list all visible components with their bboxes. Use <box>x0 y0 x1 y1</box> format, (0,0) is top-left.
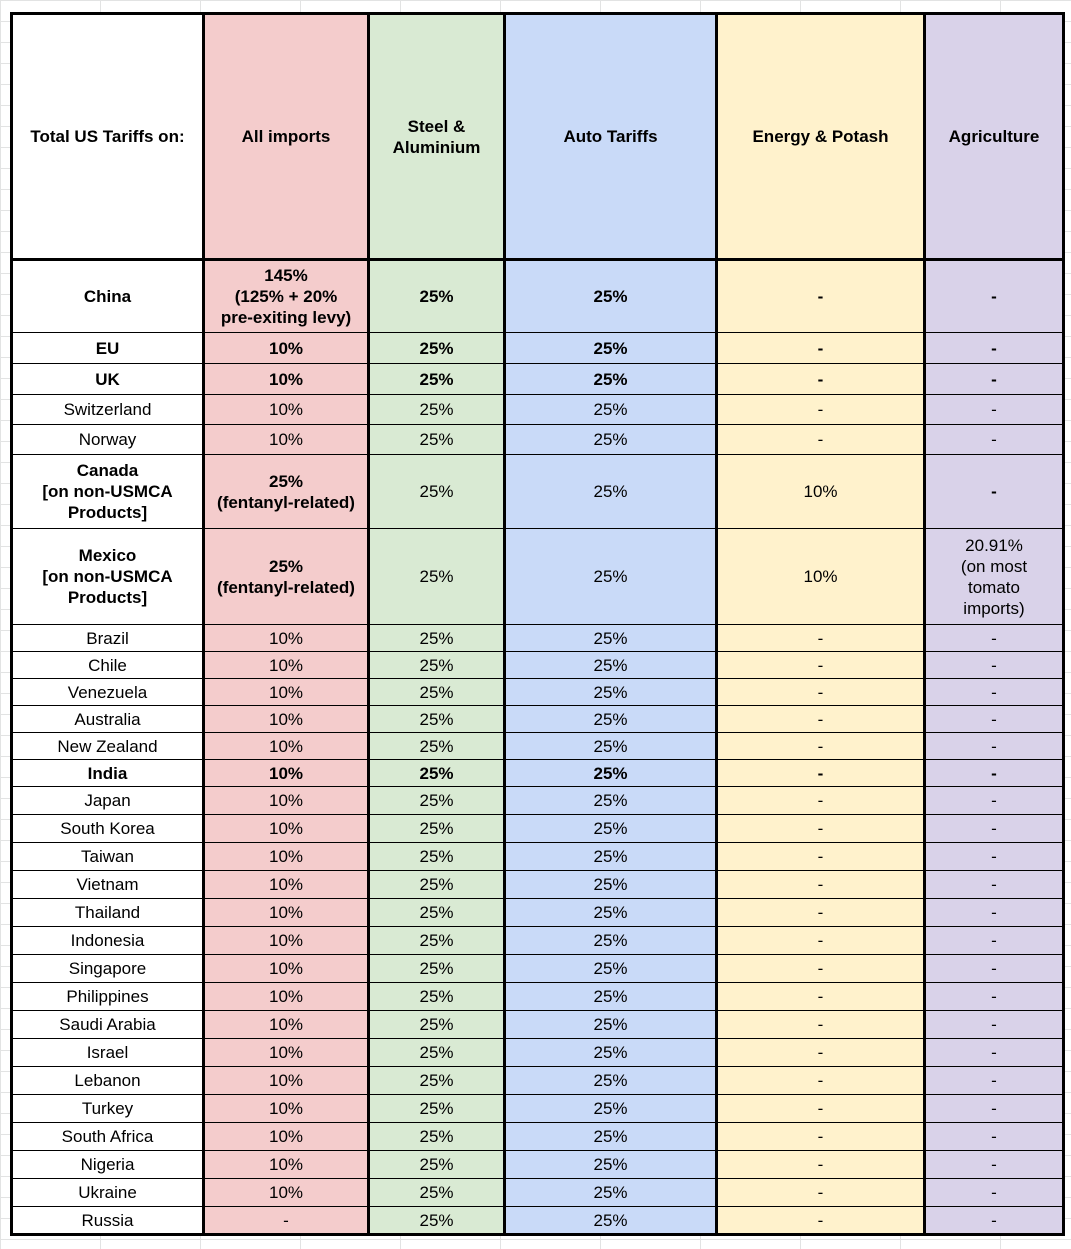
auto-cell[interactable]: 25% <box>505 927 717 955</box>
all-imports-cell[interactable]: 10% <box>204 983 369 1011</box>
agriculture-cell[interactable]: - <box>925 871 1064 899</box>
energy-cell[interactable]: - <box>717 1123 925 1151</box>
table-row <box>12 733 1064 760</box>
table-row <box>12 425 1064 455</box>
all-imports-cell[interactable]: 10% <box>204 871 369 899</box>
agriculture-cell[interactable]: - <box>925 787 1064 815</box>
all-imports-cell[interactable]: 10% <box>204 899 369 927</box>
auto-cell[interactable]: 25% <box>505 733 717 760</box>
steel-cell[interactable]: 25% <box>369 983 505 1011</box>
table-row <box>12 927 1064 955</box>
agriculture-cell[interactable]: - <box>925 927 1064 955</box>
all-imports-cell[interactable]: 25% (fentanyl-related) <box>204 455 369 529</box>
table-row <box>12 1179 1064 1207</box>
steel-cell[interactable]: 25% <box>369 1207 505 1235</box>
energy-cell[interactable]: - <box>717 1011 925 1039</box>
header-all-imports[interactable]: All imports <box>204 14 369 260</box>
country-cell[interactable]: UK <box>12 364 204 395</box>
all-imports-cell[interactable]: 10% <box>204 425 369 455</box>
auto-cell[interactable]: 25% <box>505 983 717 1011</box>
agriculture-cell[interactable]: - <box>925 1123 1064 1151</box>
auto-cell[interactable]: 25% <box>505 899 717 927</box>
all-imports-cell[interactable]: 10% <box>204 927 369 955</box>
table-row <box>12 364 1064 395</box>
country-cell[interactable]: Lebanon <box>12 1067 204 1095</box>
all-imports-cell[interactable]: 10% <box>204 787 369 815</box>
country-cell[interactable]: Philippines <box>12 983 204 1011</box>
all-imports-cell[interactable]: 145% (125% + 20% pre-exiting levy) <box>204 260 369 333</box>
table-row <box>12 1095 1064 1123</box>
table-row <box>12 1039 1064 1067</box>
energy-cell[interactable]: - <box>717 787 925 815</box>
steel-cell[interactable]: 25% <box>369 1011 505 1039</box>
all-imports-cell[interactable]: 10% <box>204 625 369 652</box>
agriculture-cell[interactable]: - <box>925 843 1064 871</box>
all-imports-cell[interactable]: 10% <box>204 395 369 425</box>
energy-cell[interactable]: - <box>717 1151 925 1179</box>
country-cell[interactable]: South Africa <box>12 1123 204 1151</box>
header-energy-potash[interactable]: Energy & Potash <box>717 14 925 260</box>
all-imports-cell[interactable]: 10% <box>204 955 369 983</box>
header-auto-tariffs[interactable]: Auto Tariffs <box>505 14 717 260</box>
steel-cell[interactable]: 25% <box>369 871 505 899</box>
country-cell[interactable]: Russia <box>12 1207 204 1235</box>
all-imports-cell[interactable]: 10% <box>204 333 369 364</box>
header-label-cell[interactable]: Total US Tariffs on: <box>12 14 204 260</box>
energy-cell[interactable]: - <box>717 1179 925 1207</box>
table-row <box>12 899 1064 927</box>
auto-cell[interactable]: 25% <box>505 395 717 425</box>
steel-cell[interactable]: 25% <box>369 733 505 760</box>
steel-cell[interactable]: 25% <box>369 260 505 333</box>
agriculture-cell[interactable]: - <box>925 625 1064 652</box>
agriculture-cell[interactable]: - <box>925 733 1064 760</box>
all-imports-cell[interactable]: 10% <box>204 1095 369 1123</box>
energy-cell[interactable]: - <box>717 425 925 455</box>
auto-cell[interactable]: 25% <box>505 679 717 706</box>
agriculture-cell[interactable]: - <box>925 364 1064 395</box>
table-row <box>12 1123 1064 1151</box>
steel-cell[interactable]: 25% <box>369 1123 505 1151</box>
agriculture-cell[interactable]: - <box>925 1151 1064 1179</box>
steel-cell[interactable]: 25% <box>369 899 505 927</box>
auto-cell[interactable]: 25% <box>505 787 717 815</box>
agriculture-cell[interactable]: - <box>925 425 1064 455</box>
energy-cell[interactable]: - <box>717 955 925 983</box>
steel-cell[interactable]: 25% <box>369 395 505 425</box>
energy-cell[interactable]: - <box>717 364 925 395</box>
energy-cell[interactable]: - <box>717 927 925 955</box>
steel-cell[interactable]: 25% <box>369 843 505 871</box>
auto-cell[interactable]: 25% <box>505 333 717 364</box>
steel-cell[interactable]: 25% <box>369 760 505 787</box>
country-cell[interactable]: South Korea <box>12 815 204 843</box>
energy-cell[interactable]: - <box>717 1067 925 1095</box>
energy-cell[interactable]: - <box>717 899 925 927</box>
energy-cell[interactable]: - <box>717 395 925 425</box>
all-imports-cell[interactable]: 10% <box>204 733 369 760</box>
table-row <box>12 652 1064 679</box>
agriculture-cell[interactable]: - <box>925 455 1064 529</box>
country-cell[interactable]: EU <box>12 333 204 364</box>
energy-cell[interactable]: 10% <box>717 529 925 625</box>
agriculture-cell[interactable]: - <box>925 333 1064 364</box>
country-cell[interactable]: New Zealand <box>12 733 204 760</box>
table-row <box>12 955 1064 983</box>
energy-cell[interactable]: - <box>717 760 925 787</box>
country-cell[interactable]: Singapore <box>12 955 204 983</box>
energy-cell[interactable]: - <box>717 652 925 679</box>
country-cell[interactable]: Mexico [on non-USMCA Products] <box>12 529 204 625</box>
energy-cell[interactable]: - <box>717 871 925 899</box>
country-cell[interactable]: Nigeria <box>12 1151 204 1179</box>
country-cell[interactable]: Turkey <box>12 1095 204 1123</box>
all-imports-cell[interactable]: 10% <box>204 1011 369 1039</box>
auto-cell[interactable]: 25% <box>505 1179 717 1207</box>
country-cell[interactable]: Norway <box>12 425 204 455</box>
auto-cell[interactable]: 25% <box>505 364 717 395</box>
country-cell[interactable]: Thailand <box>12 899 204 927</box>
header-row <box>12 14 1064 260</box>
steel-cell[interactable]: 25% <box>369 625 505 652</box>
table-row <box>12 455 1064 529</box>
all-imports-cell[interactable]: 10% <box>204 1123 369 1151</box>
country-cell[interactable]: Venezuela <box>12 679 204 706</box>
country-cell[interactable]: Indonesia <box>12 927 204 955</box>
steel-cell[interactable]: 25% <box>369 927 505 955</box>
header-steel-aluminium[interactable]: Steel & Aluminium <box>369 14 505 260</box>
auto-cell[interactable]: 25% <box>505 1151 717 1179</box>
country-cell[interactable]: China <box>12 260 204 333</box>
energy-cell[interactable]: - <box>717 843 925 871</box>
table-row <box>12 815 1064 843</box>
steel-cell[interactable]: 25% <box>369 787 505 815</box>
auto-cell[interactable]: 25% <box>505 1123 717 1151</box>
auto-cell[interactable]: 25% <box>505 1011 717 1039</box>
table-row <box>12 843 1064 871</box>
energy-cell[interactable]: - <box>717 983 925 1011</box>
auto-cell[interactable]: 25% <box>505 871 717 899</box>
table-row <box>12 679 1064 706</box>
all-imports-cell[interactable]: 10% <box>204 760 369 787</box>
agriculture-cell[interactable]: - <box>925 679 1064 706</box>
auto-cell[interactable]: 25% <box>505 455 717 529</box>
all-imports-cell[interactable]: 10% <box>204 1039 369 1067</box>
table-row <box>12 983 1064 1011</box>
agriculture-cell[interactable]: 20.91% (on most tomato imports) <box>925 529 1064 625</box>
tariff-table <box>10 12 1065 1236</box>
steel-cell[interactable]: 25% <box>369 529 505 625</box>
auto-cell[interactable]: 25% <box>505 1207 717 1235</box>
country-cell[interactable]: Japan <box>12 787 204 815</box>
energy-cell[interactable]: - <box>717 1039 925 1067</box>
auto-cell[interactable]: 25% <box>505 760 717 787</box>
energy-cell[interactable]: - <box>717 1207 925 1235</box>
table-row <box>12 1207 1064 1235</box>
energy-cell[interactable]: - <box>717 1095 925 1123</box>
country-cell[interactable]: Chile <box>12 652 204 679</box>
table-row <box>12 760 1064 787</box>
steel-cell[interactable]: 25% <box>369 333 505 364</box>
agriculture-cell[interactable]: - <box>925 1095 1064 1123</box>
agriculture-cell[interactable]: - <box>925 260 1064 333</box>
all-imports-cell[interactable]: 10% <box>204 652 369 679</box>
energy-cell[interactable]: - <box>717 815 925 843</box>
auto-cell[interactable]: 25% <box>505 706 717 733</box>
energy-cell[interactable]: - <box>717 706 925 733</box>
auto-cell[interactable]: 25% <box>505 1067 717 1095</box>
all-imports-cell[interactable]: 10% <box>204 843 369 871</box>
all-imports-cell[interactable]: 10% <box>204 679 369 706</box>
auto-cell[interactable]: 25% <box>505 529 717 625</box>
auto-cell[interactable]: 25% <box>505 1095 717 1123</box>
all-imports-cell[interactable]: 10% <box>204 364 369 395</box>
country-cell[interactable]: Ukraine <box>12 1179 204 1207</box>
agriculture-cell[interactable]: - <box>925 815 1064 843</box>
agriculture-cell[interactable]: - <box>925 652 1064 679</box>
table-row <box>12 706 1064 733</box>
steel-cell[interactable]: 25% <box>369 815 505 843</box>
energy-cell[interactable]: - <box>717 625 925 652</box>
table-row <box>12 871 1064 899</box>
energy-cell[interactable]: - <box>717 333 925 364</box>
auto-cell[interactable]: 25% <box>505 1039 717 1067</box>
energy-cell[interactable]: - <box>717 260 925 333</box>
energy-cell[interactable]: - <box>717 679 925 706</box>
country-cell[interactable]: Canada [on non-USMCA Products] <box>12 455 204 529</box>
tariff-spreadsheet <box>10 12 1062 1240</box>
country-cell[interactable]: Taiwan <box>12 843 204 871</box>
table-row <box>12 260 1064 333</box>
all-imports-cell[interactable]: 10% <box>204 706 369 733</box>
energy-cell[interactable]: 10% <box>717 455 925 529</box>
energy-cell[interactable]: - <box>717 733 925 760</box>
steel-cell[interactable]: 25% <box>369 955 505 983</box>
all-imports-cell[interactable]: 10% <box>204 1179 369 1207</box>
agriculture-cell[interactable]: - <box>925 1207 1064 1235</box>
tariff-table-body <box>12 260 1064 1235</box>
country-cell[interactable]: Vietnam <box>12 871 204 899</box>
steel-cell[interactable]: 25% <box>369 1067 505 1095</box>
agriculture-cell[interactable]: - <box>925 899 1064 927</box>
agriculture-cell[interactable]: - <box>925 706 1064 733</box>
agriculture-cell[interactable]: - <box>925 395 1064 425</box>
steel-cell[interactable]: 25% <box>369 364 505 395</box>
steel-cell[interactable]: 25% <box>369 1179 505 1207</box>
auto-cell[interactable]: 25% <box>505 652 717 679</box>
agriculture-cell[interactable]: - <box>925 983 1064 1011</box>
steel-cell[interactable]: 25% <box>369 1095 505 1123</box>
country-cell[interactable]: Saudi Arabia <box>12 1011 204 1039</box>
agriculture-cell[interactable]: - <box>925 955 1064 983</box>
auto-cell[interactable]: 25% <box>505 843 717 871</box>
table-row <box>12 1011 1064 1039</box>
table-row <box>12 625 1064 652</box>
steel-cell[interactable]: 25% <box>369 679 505 706</box>
table-row <box>12 1151 1064 1179</box>
all-imports-cell[interactable]: 10% <box>204 1067 369 1095</box>
table-row <box>12 1067 1064 1095</box>
country-cell[interactable]: India <box>12 760 204 787</box>
steel-cell[interactable]: 25% <box>369 652 505 679</box>
country-cell[interactable]: Switzerland <box>12 395 204 425</box>
table-row <box>12 787 1064 815</box>
steel-cell[interactable]: 25% <box>369 455 505 529</box>
table-row <box>12 333 1064 364</box>
auto-cell[interactable]: 25% <box>505 260 717 333</box>
steel-cell[interactable]: 25% <box>369 1151 505 1179</box>
auto-cell[interactable]: 25% <box>505 815 717 843</box>
steel-cell[interactable]: 25% <box>369 706 505 733</box>
country-cell[interactable]: Brazil <box>12 625 204 652</box>
auto-cell[interactable]: 25% <box>505 625 717 652</box>
agriculture-cell[interactable]: - <box>925 1039 1064 1067</box>
country-cell[interactable]: Australia <box>12 706 204 733</box>
country-cell[interactable]: Israel <box>12 1039 204 1067</box>
steel-cell[interactable]: 25% <box>369 425 505 455</box>
agriculture-cell[interactable]: - <box>925 1011 1064 1039</box>
auto-cell[interactable]: 25% <box>505 955 717 983</box>
all-imports-cell[interactable]: - <box>204 1207 369 1235</box>
table-row <box>12 529 1064 625</box>
all-imports-cell[interactable]: 10% <box>204 1151 369 1179</box>
auto-cell[interactable]: 25% <box>505 425 717 455</box>
table-row <box>12 395 1064 425</box>
all-imports-cell[interactable]: 25% (fentanyl-related) <box>204 529 369 625</box>
agriculture-cell[interactable]: - <box>925 1067 1064 1095</box>
agriculture-cell[interactable]: - <box>925 1179 1064 1207</box>
all-imports-cell[interactable]: 10% <box>204 815 369 843</box>
header-agriculture[interactable]: Agriculture <box>925 14 1064 260</box>
agriculture-cell[interactable]: - <box>925 760 1064 787</box>
steel-cell[interactable]: 25% <box>369 1039 505 1067</box>
